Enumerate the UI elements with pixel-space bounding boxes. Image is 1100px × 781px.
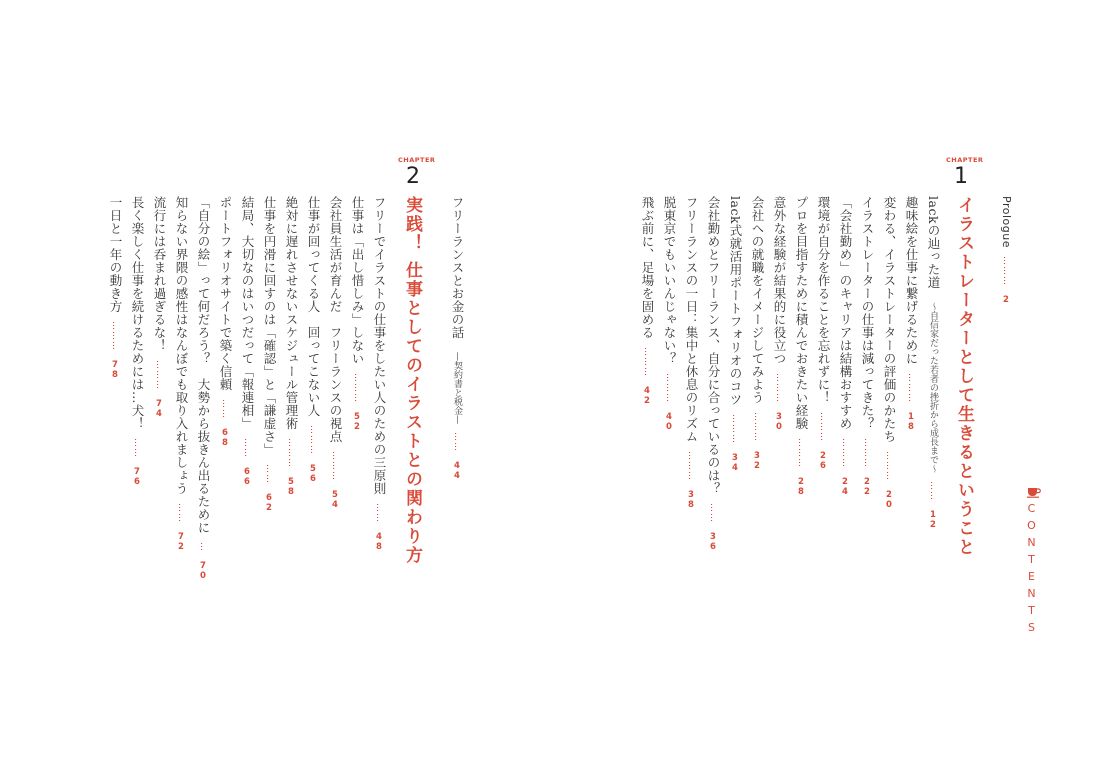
page-number: 42	[642, 386, 652, 407]
leader-dots: ………	[730, 414, 740, 445]
toc-entry[interactable]	[327, 196, 343, 510]
chapter-label: CHAPTER	[398, 156, 436, 164]
leader-dots: ……	[132, 438, 142, 459]
toc-entry[interactable]	[661, 196, 677, 432]
leader-dots: …	[198, 542, 208, 553]
chapter-label: CHAPTER	[946, 156, 984, 164]
toc-entry[interactable]	[283, 196, 299, 497]
toc-entry[interactable]	[859, 196, 875, 497]
prologue-label: Prologue	[1000, 196, 1013, 248]
page-number: 68	[220, 428, 230, 449]
toc-entry[interactable]	[151, 196, 167, 419]
toc-entry[interactable]	[793, 196, 809, 497]
prologue-entry[interactable]	[998, 196, 1014, 305]
leader-dots: ………	[906, 373, 916, 404]
leader-dots: ……	[220, 399, 230, 420]
toc-entry[interactable]	[349, 196, 365, 432]
page-number: 38	[686, 490, 696, 511]
leader-dots: ………	[1001, 256, 1011, 287]
toc-entry[interactable]	[837, 196, 853, 497]
coffee-cup-icon	[1027, 484, 1041, 498]
entry-title: 意外な経験が結果的に役立つ	[772, 196, 787, 365]
page-number: 2	[1001, 295, 1011, 306]
page-number: 18	[906, 412, 916, 433]
entry-title: 流行には呑まれ過ぎるな！	[152, 196, 167, 352]
toc-entry[interactable]	[683, 196, 699, 510]
entry-title: 会社勤めとフリーランス、自分に合っているのは？	[706, 196, 721, 495]
leader-dots: ……	[176, 503, 186, 524]
page-number: 44	[452, 461, 462, 482]
entry-title: フリーランスとお金の話	[450, 196, 465, 339]
toc-entry[interactable]	[371, 196, 387, 552]
page-number: 70	[198, 561, 208, 582]
chapter-number: 2	[406, 164, 420, 189]
leader-dots: ………	[664, 373, 674, 404]
entry-title: イラストレーターの仕事は減ってきた？	[860, 196, 875, 430]
entry-title: 脱東京でもいいんじゃない？	[662, 196, 677, 365]
contents-label: CONTENTS	[1025, 502, 1038, 638]
entry-title: 環境が自分を作ることを忘れずに！	[816, 196, 831, 404]
page-number: 40	[664, 412, 674, 433]
entry-title: フリーでイラストの仕事をしたい人のための三原則	[372, 196, 387, 495]
page-number: 48	[374, 532, 384, 553]
toc-entry[interactable]	[173, 196, 189, 552]
entry-title: 「自分の絵」って何だろう？ 大勢から抜きん出るために	[196, 196, 211, 534]
entry-title: ポートフォリオサイトで築く信頼	[218, 196, 233, 391]
page-number: 36	[708, 532, 718, 553]
entry-title: プロを目指すために積んでおきたい経験	[794, 196, 809, 430]
toc-entry[interactable]	[815, 196, 831, 471]
toc-entry[interactable]	[239, 196, 255, 487]
toc-entry[interactable]	[107, 196, 123, 380]
page-number: 74	[154, 399, 164, 420]
page-number: 22	[862, 477, 872, 498]
page-number: 24	[840, 477, 850, 498]
leader-dots: ………	[840, 438, 850, 469]
toc-entry[interactable]	[771, 196, 787, 432]
page-number: 30	[774, 412, 784, 433]
entry-subtitle: —契約書と税金—	[452, 352, 462, 425]
chapter-title: イラストレーターとして生きるということ	[954, 196, 974, 557]
page-number: 72	[176, 532, 186, 553]
page-number: 32	[752, 451, 762, 472]
leader-dots: ………	[818, 412, 828, 443]
toc-entry[interactable]	[129, 196, 145, 487]
page-number: 54	[330, 490, 340, 511]
entry-title: 仕事を円滑に回すのは「確認」と「謙虚さ」	[262, 196, 277, 456]
entry-title: フリーランスの一日：集中と休息のリズム	[684, 196, 699, 443]
leader-dots: ………	[110, 321, 120, 352]
toc-entry[interactable]	[449, 196, 465, 481]
leader-dots: ………	[862, 438, 872, 469]
page-number: 58	[286, 477, 296, 498]
chapter-number: 1	[954, 164, 968, 189]
page-number: 20	[884, 490, 894, 511]
toc-entry[interactable]	[881, 196, 897, 510]
entry-title: 絶対に遅れさせないスケジュール管理術	[284, 196, 299, 430]
leader-dots: ………	[796, 438, 806, 469]
leader-dots: ……	[708, 503, 718, 524]
leader-dots: ……	[242, 438, 252, 459]
entry-title: 長く楽しく仕事を続けるためには…犬！	[130, 196, 145, 430]
page-number: 34	[730, 453, 740, 474]
leader-dots: ………	[154, 360, 164, 391]
leader-dots: ………	[330, 451, 340, 482]
entry-title: 仕事が回ってくる人 回ってこない人	[306, 196, 321, 417]
leader-dots: ………	[642, 347, 652, 378]
page-number: 52	[352, 412, 362, 433]
toc-entry[interactable]	[195, 196, 211, 581]
toc-entry[interactable]	[727, 196, 743, 473]
leader-dots: ………	[752, 412, 762, 443]
entry-title: lackの辿った道	[926, 196, 941, 290]
leader-dots: ……	[374, 503, 384, 524]
entry-title: 趣味絵を仕事に繋げるために	[904, 196, 919, 365]
page-number: 56	[308, 464, 318, 485]
leader-dots: ………	[308, 425, 318, 456]
toc-entry[interactable]	[749, 196, 765, 471]
page-number: 78	[110, 360, 120, 381]
entry-title: 変わる、イラストレーターの評価のかたち	[882, 196, 897, 443]
leader-dots: ………	[686, 451, 696, 482]
entry-title: 会社への就職をイメージしてみよう	[750, 196, 765, 404]
leader-dots: ………	[352, 373, 362, 404]
page-number: 26	[818, 451, 828, 472]
toc-entry[interactable]	[903, 196, 919, 432]
entry-subtitle: 〜自信家だった若者の挫折から成長まで〜	[928, 302, 938, 474]
page-number: 28	[796, 477, 806, 498]
entry-title: 知らない界隈の感性はなんぼでも取り入れましょう	[174, 196, 189, 495]
page-number: 66	[242, 467, 252, 488]
toc-entry[interactable]	[305, 196, 321, 484]
entry-title: 会社員生活が育んだ フリーランスの視点	[328, 196, 343, 443]
toc-entry[interactable]	[639, 196, 655, 406]
entry-title: 「会社勤め」のキャリアは結構おすすめ	[838, 196, 853, 430]
leader-dots: ……	[264, 464, 274, 485]
leader-dots: ……	[928, 481, 938, 502]
page-number: 76	[132, 467, 142, 488]
entry-title: 飛ぶ前に、足場を固める	[640, 196, 655, 339]
leader-dots: ………	[774, 373, 784, 404]
toc-entry[interactable]	[925, 196, 941, 530]
entry-title: 仕事は「出し惜しみ」しない	[350, 196, 365, 365]
leader-dots: ………	[884, 451, 894, 482]
entry-title: lack式就活用ポートフォリオのコツ	[728, 196, 743, 407]
leader-dots: ……	[452, 432, 462, 453]
chapter-title: 実践！ 仕事としてのイラストとの関わり方	[402, 196, 422, 565]
leader-dots: ………	[286, 438, 296, 469]
page-number: 12	[928, 510, 938, 531]
page-number: 62	[264, 493, 274, 514]
entry-title: 一日と一年の動き方	[108, 196, 123, 313]
entry-title: 結局、大切なのはいつだって「報連相」	[240, 196, 255, 430]
toc-entry[interactable]	[217, 196, 233, 448]
toc-entry[interactable]	[261, 196, 277, 513]
toc-entry[interactable]	[705, 196, 721, 552]
